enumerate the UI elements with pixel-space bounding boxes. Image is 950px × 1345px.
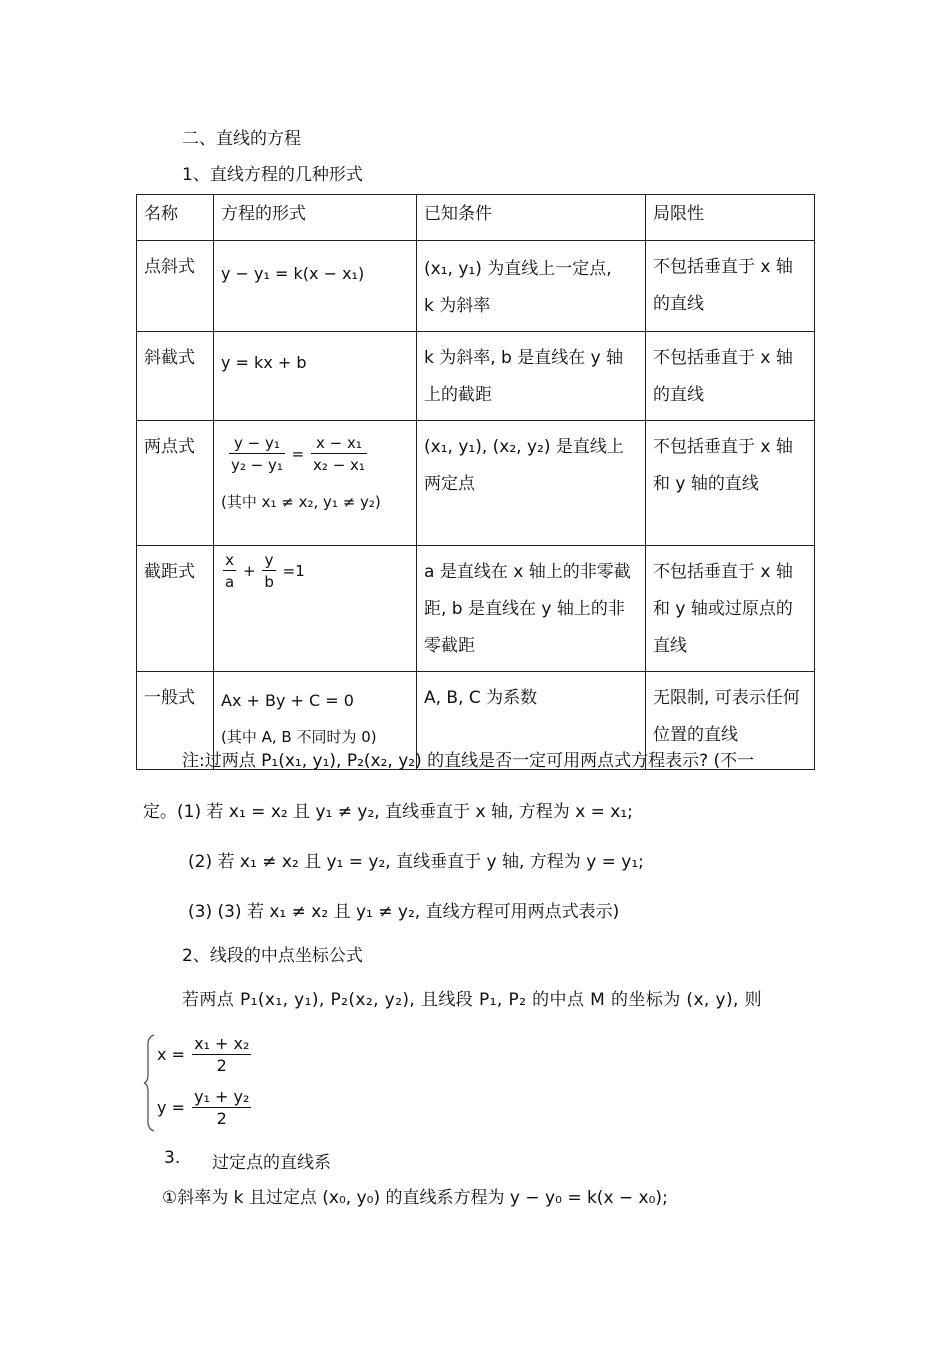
condition-line-1: (x₁, y₁) 为直线上一定点, xyxy=(424,259,612,279)
fraction-right-denominator: x₂ − x₁ xyxy=(313,456,365,474)
table-row xyxy=(137,421,815,546)
equals-one: =1 xyxy=(282,562,305,580)
fraction-left-denominator: y₂ − y₁ xyxy=(231,456,283,474)
midpoint-y-formula xyxy=(157,1087,253,1130)
fraction-right-numerator: x − x₁ xyxy=(311,433,367,454)
plus-sign: + xyxy=(242,562,256,580)
y-fraction xyxy=(192,1087,251,1130)
row-form xyxy=(214,546,417,672)
x-fraction-numerator: x₁ + x₂ xyxy=(194,1034,250,1053)
row-form xyxy=(214,332,417,421)
row-name: 点斜式 xyxy=(137,241,214,332)
row-limitation: 不包括垂直于 x 轴的直线 xyxy=(646,332,815,421)
condition-line-2: k 为斜率 xyxy=(424,296,491,316)
two-point-condition: (其中 x₁ ≠ x₂, y₁ ≠ y₂) xyxy=(221,493,381,511)
left-brace-icon xyxy=(143,1034,157,1132)
table-row xyxy=(137,241,815,332)
fraction-right xyxy=(311,433,367,476)
row-condition: A, B, C 为系数 xyxy=(417,672,646,770)
line-family-item-1: ①斜率为 k 且过定点 (x₀, y₀) 的直线系方程为 y − y₀ = k(x − x₀); xyxy=(162,1188,668,1208)
fraction-left xyxy=(229,433,285,476)
y-lhs: y = xyxy=(157,1098,185,1117)
two-point-formula xyxy=(227,433,408,476)
row-condition: k 为斜率, b 是直线在 y 轴上的截距 xyxy=(417,332,646,421)
subheading-line-family-number: 3. xyxy=(164,1148,181,1168)
general-condition: (其中 A, B 不同时为 0) xyxy=(221,728,377,746)
row-limitation: 不包括垂直于 x 轴和 y 轴或过原点的直线 xyxy=(646,546,815,672)
subheading-midpoint: 2、线段的中点坐标公式 xyxy=(182,946,363,966)
row-name: 斜截式 xyxy=(137,332,214,421)
fraction-x-numerator: x xyxy=(223,550,236,571)
slope-intercept-formula: y = kx + b xyxy=(221,353,307,372)
general-formula: Ax + By + C = 0 xyxy=(221,691,354,710)
row-condition: (x₁, y₁), (x₂, y₂) 是直线上两定点 xyxy=(417,421,646,546)
header-limitation: 局限性 xyxy=(646,195,815,241)
equals-sign: = xyxy=(291,445,305,463)
x-lhs: x = xyxy=(157,1045,185,1064)
row-name: 一般式 xyxy=(137,672,214,770)
subheading-line-family: 过定点的直线系 xyxy=(212,1153,331,1173)
row-limitation: 无限制, 可表示任何位置的直线 xyxy=(646,672,815,770)
fraction-a-denominator: a xyxy=(225,573,235,591)
row-limitation: 不包括垂直于 x 轴和 y 轴的直线 xyxy=(646,421,815,546)
fraction-left-numerator: y − y₁ xyxy=(229,433,285,454)
row-name: 两点式 xyxy=(137,421,214,546)
midpoint-statement: 若两点 P₁(x₁, y₁), P₂(x₂, y₂), 且线段 P₁, P₂ 的中点 M 的坐标为 (x, y), 则 xyxy=(182,990,763,1010)
row-form xyxy=(214,241,417,332)
y-fraction-numerator: y₁ + y₂ xyxy=(194,1087,250,1106)
row-name: 截距式 xyxy=(137,546,214,672)
x-fraction xyxy=(192,1034,251,1077)
table-row xyxy=(137,546,815,672)
note-line-3: (2) 若 x₁ ≠ x₂ 且 y₁ = y₂, 直线垂直于 y 轴, 方程为 y = y₁; xyxy=(188,852,644,872)
table-row xyxy=(137,332,815,421)
row-form xyxy=(214,421,417,546)
intercept-formula xyxy=(221,550,408,593)
note-line-2: 定。(1) 若 x₁ = x₂ 且 y₁ ≠ y₂, 直线垂直于 x 轴, 方程为 x = x₁; xyxy=(143,802,633,822)
point-slope-formula: y − y₁ = k(x − x₁) xyxy=(221,264,365,283)
fraction-y-over-b xyxy=(262,550,276,593)
table-header-row xyxy=(137,195,815,241)
row-condition: a 是直线在 x 轴上的非零截距, b 是直线在 y 轴上的非零截距 xyxy=(417,546,646,672)
y-fraction-denominator: 2 xyxy=(216,1109,227,1128)
header-condition: 已知条件 xyxy=(417,195,646,241)
fraction-b-denominator: b xyxy=(264,573,274,591)
line-equation-table xyxy=(136,194,815,770)
x-fraction-denominator: 2 xyxy=(216,1056,227,1075)
header-name: 名称 xyxy=(137,195,214,241)
subheading-forms: 1、直线方程的几种形式 xyxy=(182,165,363,185)
note-line-1: 注:过两点 P₁(x₁, y₁), P₂(x₂, y₂) 的直线是否一定可用两点式方程表示? (不一 xyxy=(182,751,755,771)
row-limitation: 不包括垂直于 x 轴的直线 xyxy=(646,241,815,332)
row-condition xyxy=(417,241,646,332)
section-heading: 二、直线的方程 xyxy=(182,129,301,149)
fraction-y-numerator: y xyxy=(262,550,276,571)
midpoint-x-formula xyxy=(157,1034,253,1077)
header-form: 方程的形式 xyxy=(214,195,417,241)
note-line-4: (3) (3) 若 x₁ ≠ x₂ 且 y₁ ≠ y₂, 直线方程可用两点式表示) xyxy=(188,902,620,922)
fraction-x-over-a xyxy=(223,550,236,593)
